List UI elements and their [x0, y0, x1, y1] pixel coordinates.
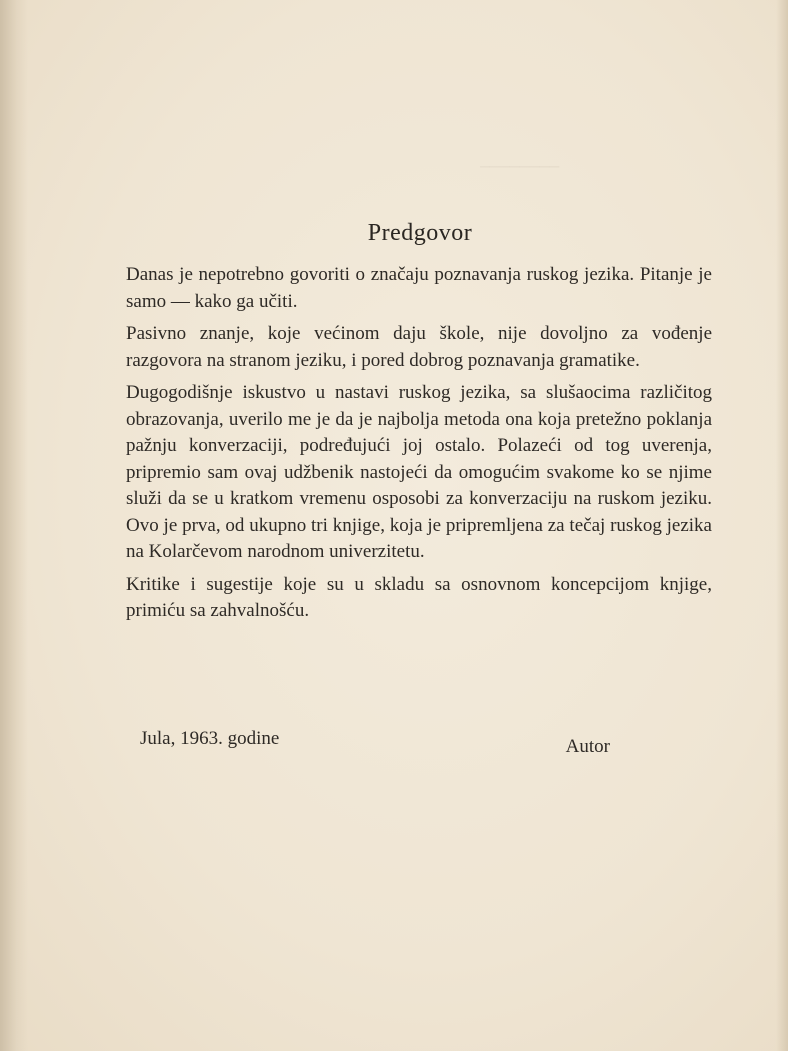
show-through-texture: ──────── [480, 160, 560, 175]
paragraph: Pasivno znanje, koje većinom daju škole, nije dovoljno za vođenje razgovora na stranom jeziku, i pored dobrog poznavanja gramatike. [126, 323, 712, 371]
paragraph: Danas je nepotrebno govoriti o značaju poznavanja ruskog jezika. Pitanje je samo — kako ga učiti. [126, 264, 712, 312]
paragraph: Kritike i sugestije koje su u skladu sa osnovnom koncepcijom knjige, primiću sa zahvalnošću. [126, 573, 712, 621]
author-signature: Autor [565, 736, 610, 757]
page-edge [776, 0, 788, 1051]
page-title: Predgovor [367, 220, 473, 246]
spine-shadow [0, 0, 28, 1051]
paragraph: Dugogodišnje iskustvo u nastavi ruskog jezika, sa slušaocima različitog obrazovanja, uverilo me je da je najbolja metoda ona koja pretežno poklanja pažnju konverzaciji, podređujući joj ostalo. Polazeći od tog uverenja, pripremio sam ovaj udžbenik nastojeći da omogućim svakome ko se njime služi da se u kratkom vremenu osposobi za konverzaciju na ruskom jeziku. Ovo je prva, od ukupno tri knjige, koja je pripremljena za tečaj ruskog jezika na Kolarčevom narodnom univerzitetu. [126, 382, 712, 562]
signature-line [140, 728, 610, 758]
date-line: Jula, 1963. godine [140, 728, 280, 749]
preface-body [126, 262, 712, 625]
